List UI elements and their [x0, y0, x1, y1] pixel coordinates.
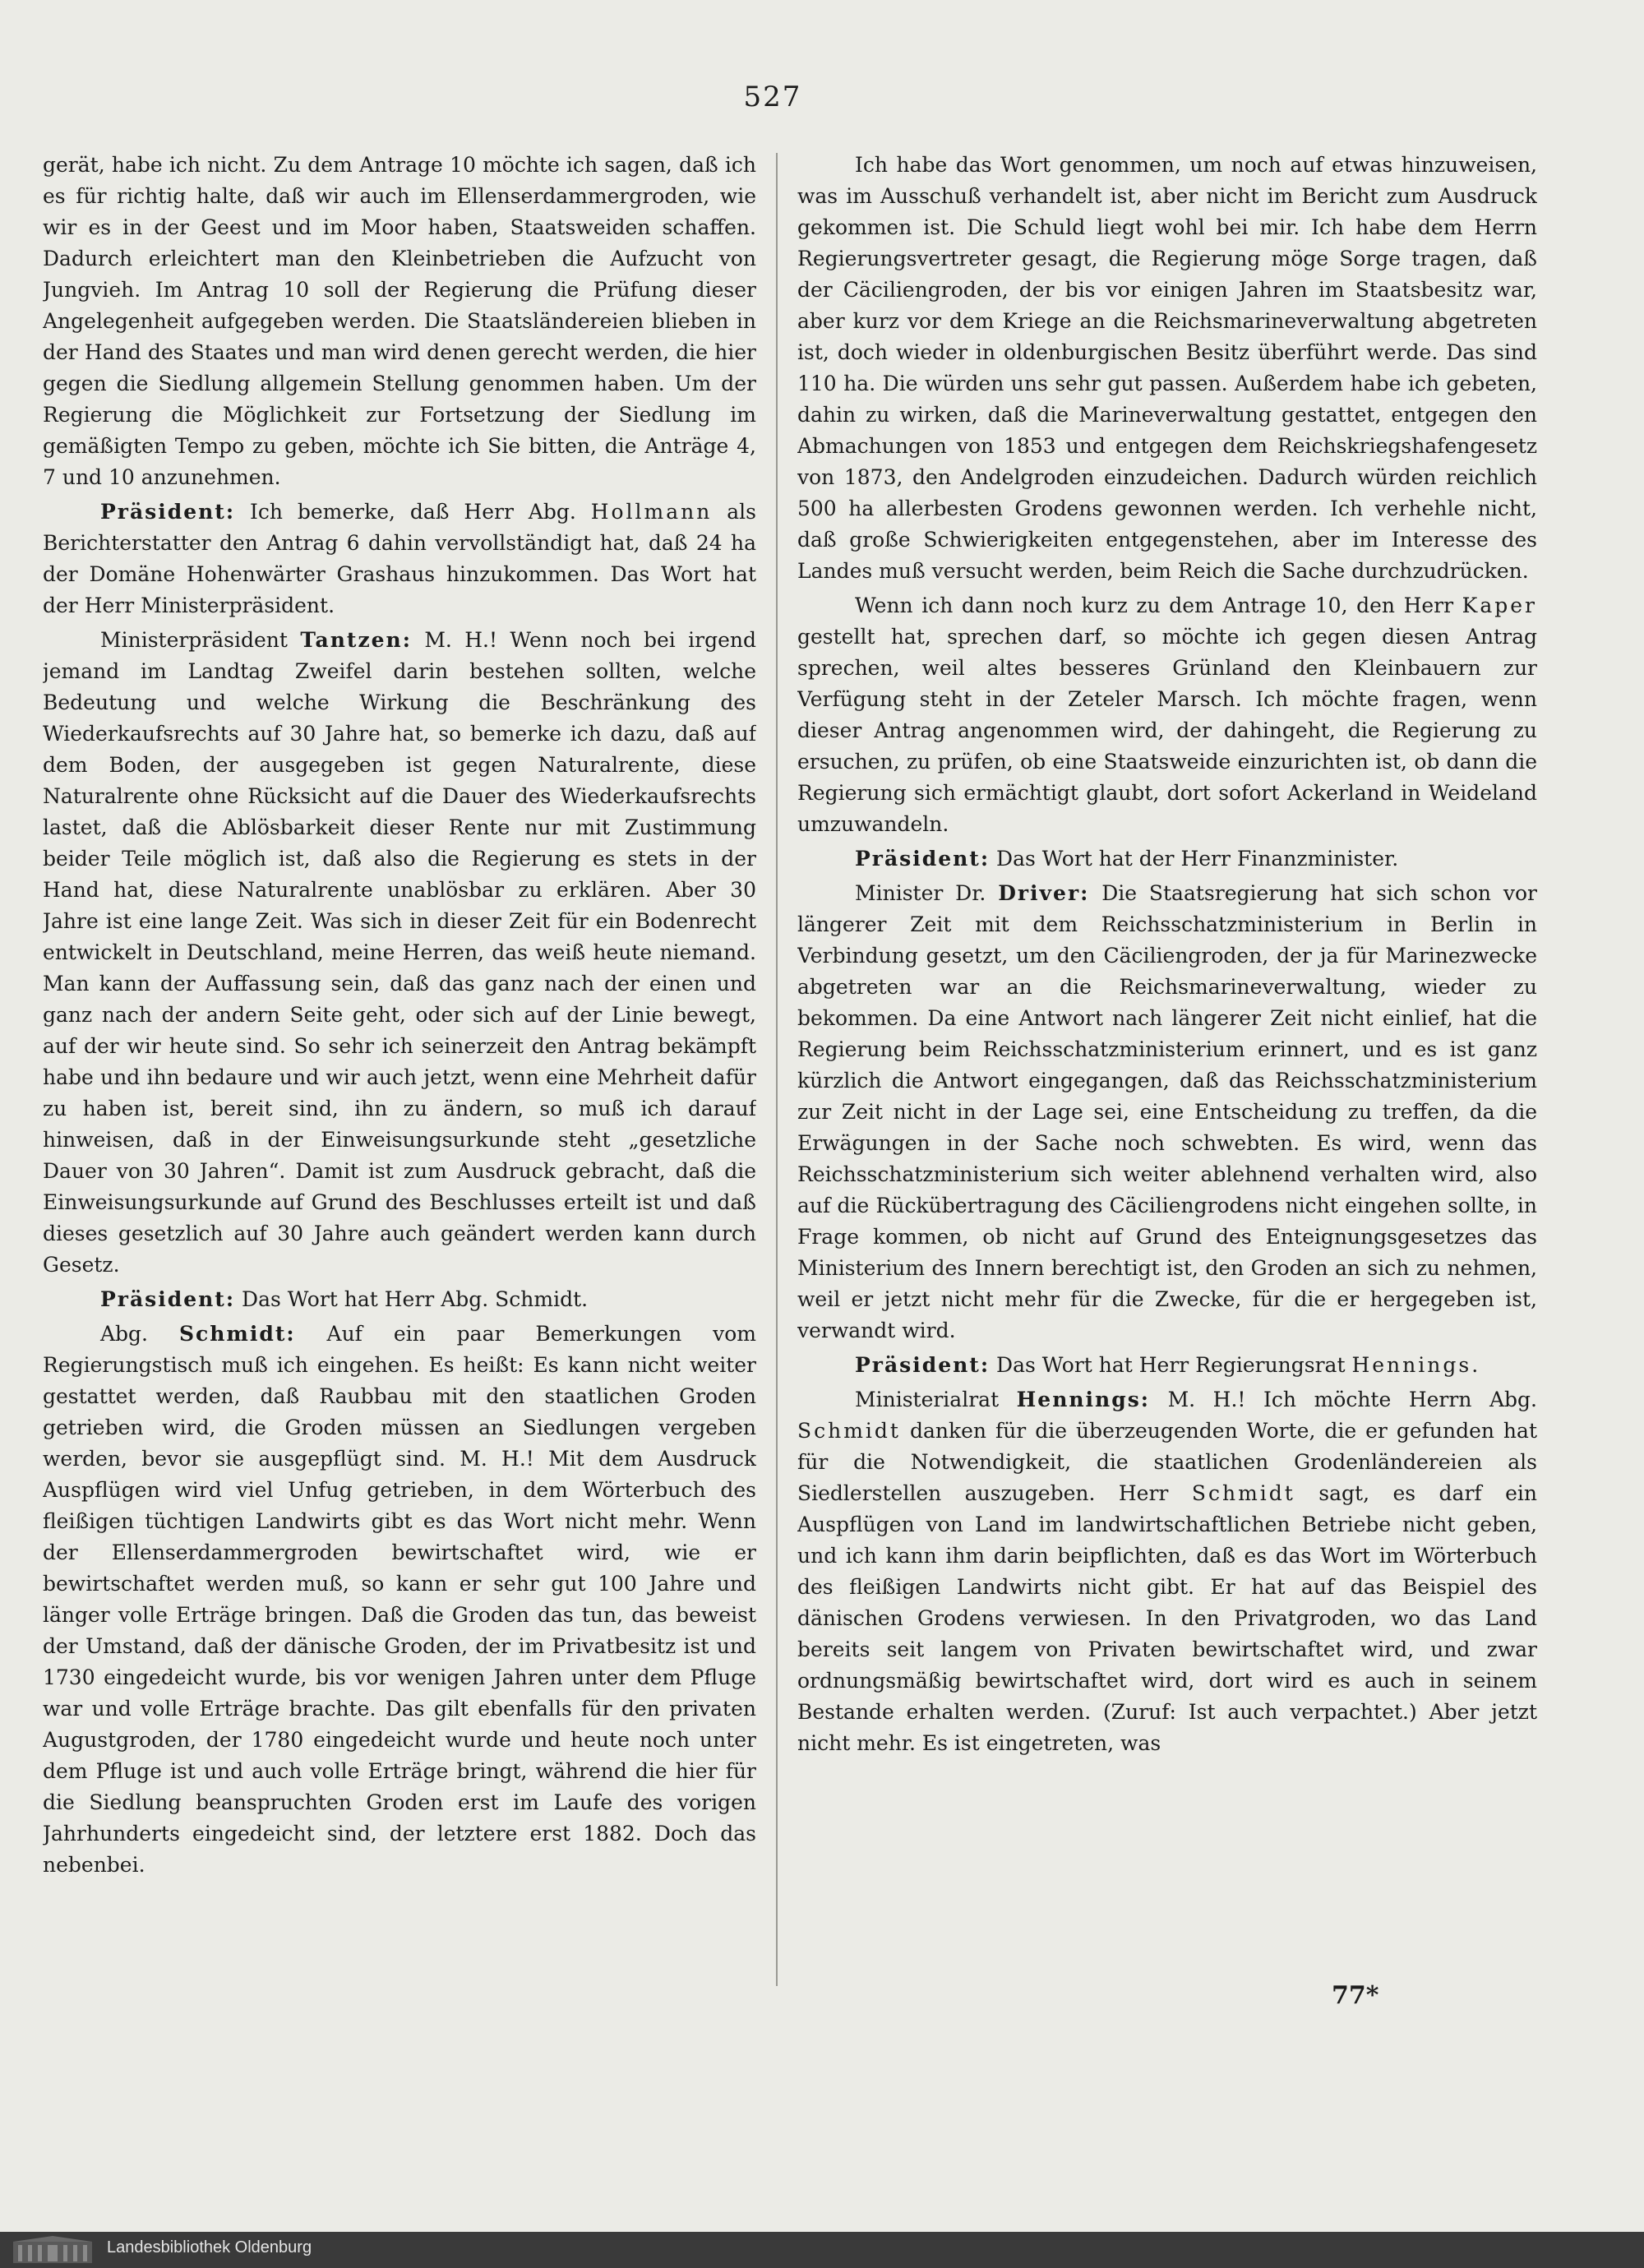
speaker-name: Präsident:	[100, 500, 236, 524]
paragraph-text: .	[1471, 1353, 1479, 1377]
spaced-name: Hollmann	[590, 500, 713, 524]
paragraph	[43, 1319, 756, 1881]
paragraph	[797, 150, 1537, 587]
spaced-name: Schmidt	[797, 1419, 901, 1443]
speaker-name: Driver:	[998, 881, 1090, 905]
paragraph	[797, 878, 1537, 1346]
paragraph-text: Ministerpräsident	[100, 628, 301, 652]
paragraph-text: danken für die überzeugenden Worte, die er gefunden hat für die Notwendigkeit, die staatlichen Grodenländereien als Siedlerstellen auszugeben. Herr	[797, 1419, 1537, 1505]
paragraph-text: Das Wort hat Herr Abg. Schmidt.	[235, 1287, 589, 1311]
paragraph-text: Abg.	[100, 1322, 179, 1346]
paragraph-text: Minister Dr.	[855, 881, 999, 905]
footer-library-name: Landesbibliothek Oldenburg	[107, 2238, 312, 2256]
paragraph	[43, 150, 756, 493]
paragraph	[797, 590, 1537, 840]
paragraph	[797, 1350, 1537, 1381]
paragraph-text: M. H.! Wenn noch bei irgend jemand im Landtag Zweifel darin bestehen sollten, welche Bedeutung und welche Wirkung die Beschränkung des Wiederkaufsrechts auf 30 Jahre hat, so bemerke ich dazu, daß auf dem Boden, der ausgegeben ist gegen Naturalrente, diese Naturalrente ohne Rücksicht auf die Dauer des Wiederkaufsrechts lastet, daß die Ablösbarkeit dieser Rente nur mit Zustimmung beider Teile möglich ist, daß also die Regierung es stets in der Hand hat, diese Naturalrente unablösbar zu erklären. Aber 30 Jahre ist eine lange Zeit. Was sich in dieser Zeit für ein Bodenrecht entwickelt in Deutschland, meine Herren, das weiß heute niemand. Man kann der Auffassung sein, daß das ganz nach der einen und ganz nach der andern Seite geht, oder sich auf der Linie bewegt, auf der wir heute sind. So sehr ich seinerzeit den Antrag bekämpft habe und ihn bedaure und wir auch jetzt, wenn eine Mehrheit dafür zu haben ist, bereit sind, ihn zu ändern, so muß ich darauf hinweisen, daß in der Einweisungsurkunde steht „gesetzliche Dauer von 30 Jahren“. Damit ist zum Ausdruck gebracht, daß die Einweisungsurkunde auf Grund des Beschlusses erteilt ist und daß dieses gesetzlich auf 30 Jahre auch geändert werden kann durch Gesetz.	[43, 628, 756, 1277]
paragraph	[43, 497, 756, 621]
paragraph-text: gerät, habe ich nicht. Zu dem Antrage 10 möchte ich sagen, daß ich es für richtig halte, daß wir auch im Ellenserdammergroden, wie wir es in der Geest und im Moor haben, Staatsweiden schaffen. Dadurch erleichtert man den Kleinbetrieben die Aufzucht von Jungvieh. Im Antrag 10 soll der Regierung die Prüfung dieser Angelegenheit aufgegeben werden. Die Staatsländereien blieben in der Hand des Staates und man wird denen gerecht werden, die hier gegen die Siedlung allgemein Stellung genommen haben. Um der Regierung die Möglichkeit zur Fortsetzung der Siedlung im gemäßigten Tempo zu geben, möchte ich Sie bitten, die Anträge 4, 7 und 10 anzunehmen.	[43, 153, 756, 489]
paragraph-text: Auf ein paar Bemerkungen vom Regierungstisch muß ich eingehen. Es heißt: Es kann nicht weiter gestattet werden, daß Raubbau mit den staatlichen Groden getrieben wird, die Groden müssen an Siedlungen vergeben werden, bevor sie ausgepflügt sind. M. H.! Mit dem Ausdruck Auspflügen wird viel Unfug getrieben, in dem Wörterbuch des fleißigen tüchtigen Landwirts gibt es das Wort nicht mehr. Wenn der Ellenserdammergroden bewirtschaftet wird, wie er bewirtschaftet werden muß, so kann er sehr gut 100 Jahre und länger volle Erträge bringen. Daß die Groden das tun, das beweist der Umstand, daß der dänische Groden, der im Privatbesitz ist und 1730 eingedeicht wurde, bis vor wenigen Jahren unter dem Pfluge war und volle Erträge brachte. Das gilt ebenfalls für den privaten Augustgroden, der 1780 eingedeicht wurde und heute noch unter dem Pfluge ist und auch volle Erträge bringt, während die hier für die Siedlung beanspruchten Groden erst im Laufe des vorigen Jahrhunderts eingedeicht sind, der letztere erst 1882. Doch das nebenbei.	[43, 1322, 756, 1877]
paragraph	[797, 843, 1537, 875]
paragraph-text: Das Wort hat der Herr Finanzminister.	[990, 847, 1399, 871]
speaker-name: Hennings:	[1016, 1388, 1151, 1411]
paragraph-text: sagt, es darf ein Auspflügen von Land im landwirtschaftlichen Betriebe nicht geben, und ich kann ihm darin beipflichten, daß es das Wort im Wörterbuch des fleißigen Landwirts nicht gibt. Er hat auf das Beispiel des dänischen Grodens verwiesen. In den Privatgroden, wo das Land bereits seit langem von Privaten bewirtschaftet wird, und zwar ordnungsmäßig bewirtschaftet wird, dort wird es auch in seinem Bestande erhalten werden. (Zuruf: Ist auch verpachtet.) Aber jetzt nicht mehr. Es ist eingetreten, was	[797, 1481, 1537, 1755]
paragraph-text: Das Wort hat Herr Regierungsrat	[990, 1353, 1352, 1377]
library-building-icon	[12, 2235, 94, 2265]
paragraph	[43, 1284, 756, 1315]
paragraph-text: M. H.! Ich möchte Herrn Abg.	[1150, 1388, 1537, 1411]
paragraph-text: als Berichterstatter den Antrag 6 dahin vervollständigt hat, daß 24 ha der Domäne Hohenwärter Grashaus hinzukommen. Das Wort hat der Herr Ministerpräsident.	[43, 500, 756, 617]
signature-mark: 77*	[1332, 1981, 1379, 2010]
paragraph-text: Ich habe das Wort genommen, um noch auf etwas hinzuweisen, was im Ausschuß verhandelt ist, aber nicht im Bericht zum Ausdruck gekommen ist. Die Schuld liegt wohl bei mir. Ich habe dem Herrn Regierungsvertreter gesagt, die Regierung möge Sorge tragen, daß der Cäciliengroden, der bis vor einigen Jahren im Staatsbesitz war, aber kurz vor dem Kriege an die Reichsmarineverwaltung abgetreten ist, doch wieder in oldenburgischen Besitz überführt werde. Das sind 110 ha. Die würden uns sehr gut passen. Außerdem habe ich gebeten, dahin zu wirken, daß die Marineverwaltung gestattet, entgegen den Abmachungen von 1853 und entgegen dem Reichskriegshafengesetz von 1873, den Andelgroden einzudeichen. Dadurch würden reichlich 500 ha allerbesten Grodens gewonnen werden. Ich verhehle nicht, daß große Schwierigkeiten entgegenstehen, aber im Interesse des Landes muß versucht werden, beim Reich die Sache durchzudrücken.	[797, 153, 1537, 583]
speaker-name: Präsident:	[100, 1287, 236, 1311]
paragraph-text: gestellt hat, sprechen darf, so möchte ich gegen diesen Antrag sprechen, weil altes besseres Grünland den Kleinbauern zur Verfügung steht in der Zeteler Marsch. Ich möchte fragen, wenn dieser Antrag angenommen wird, der dahingeht, die Regierung zu ersuchen, zu prüfen, ob eine Staatsweide einzurichten ist, ob dann die Regierung sich ermächtigt glaubt, dort sofort Ackerland in Weideland umzuwandeln.	[797, 625, 1537, 836]
speaker-name: Tantzen:	[300, 628, 412, 652]
left-column	[43, 150, 756, 1991]
speaker-name: Präsident:	[855, 847, 991, 871]
paragraph-text: Ministerialrat	[855, 1388, 1017, 1411]
page-number: 527	[743, 81, 802, 113]
spaced-name: Schmidt	[1191, 1481, 1295, 1505]
paragraph-text: Ich bemerke, daß Herr Abg.	[235, 500, 591, 524]
speaker-name: Präsident:	[855, 1353, 991, 1377]
speaker-name: Schmidt:	[178, 1322, 296, 1346]
column-divider	[776, 153, 778, 1986]
paragraph-text: Die Staatsregierung hat sich schon vor längerer Zeit mit dem Reichsschatzministerium in Berlin in Verbindung gesetzt, um den Cäciliengroden, der ja für Marinezwecke abgetreten war an die Reichsmarineverwaltung, wieder zu bekommen. Da eine Antwort nach längerer Zeit nicht einlief, hat die Regierung beim Reichsschatzministerium erinnert, und es ist ganz kürzlich die Antwort eingegangen, daß das Reichsschatzministerium zur Zeit nicht in der Lage sei, eine Entscheidung zu treffen, da die Erwägungen in der Sache noch schwebten. Es wird, wenn das Reichsschatzministerium sich weiter ablehnend verhalten wird, also auf die Rückübertragung des Cäciliengrodens nicht eingehen sollte, in Frage kommen, ob nicht auf Grund des Enteignungsgesetzes das Ministerium des Innern berechtigt ist, den Groden an sich zu nehmen, weil er jetzt nicht mehr für die Zwecke, für die er hergegeben ist, verwandt wird.	[797, 881, 1537, 1342]
paragraph	[43, 625, 756, 1281]
paragraph	[797, 1384, 1537, 1759]
spaced-name: Kaper	[1462, 594, 1537, 617]
right-column	[797, 150, 1537, 1991]
spaced-name: Hennings	[1351, 1353, 1472, 1377]
paragraph-text: Wenn ich dann noch kurz zu dem Antrage 10, den Herr	[855, 594, 1462, 617]
